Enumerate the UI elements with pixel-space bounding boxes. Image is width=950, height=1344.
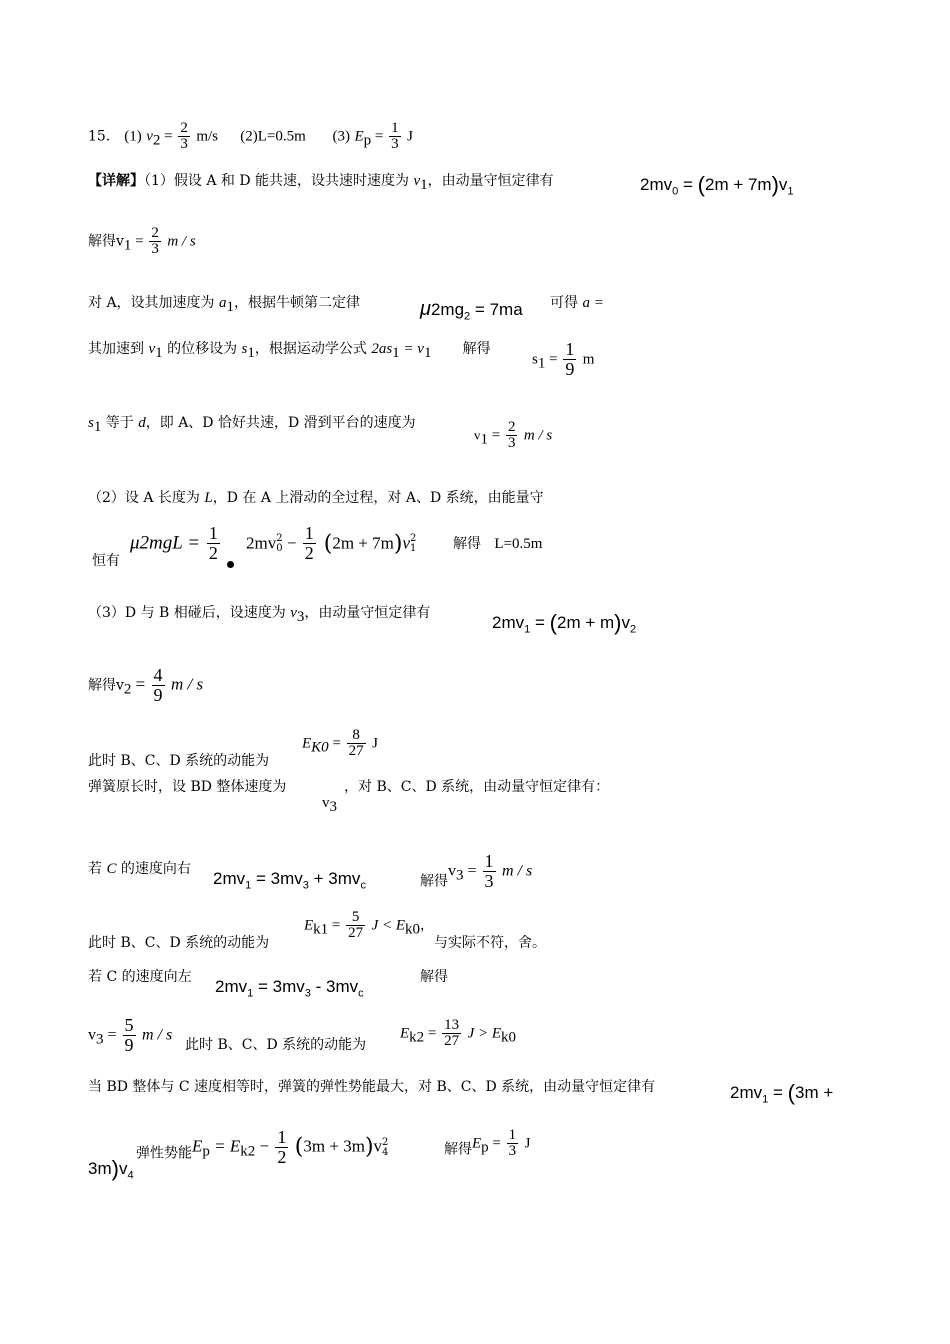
momentum-eq-1: $2mv_0 = (2m + 7m)v_1$ (640, 172, 794, 198)
numerator: 5 (124, 1015, 134, 1035)
eq-paren: 2m + 7m (704, 175, 772, 194)
eq-v-sub: 1 (787, 185, 794, 198)
numerator: 1 (208, 523, 218, 543)
v1-symbol: v (148, 341, 156, 357)
sol-label: 解得 (420, 969, 448, 985)
displacement-line (88, 340, 491, 361)
eq-v-sub: 4 (127, 1169, 134, 1182)
right-solution: 解得$v_3$ = $\frac{1}{3}$ m / s (420, 851, 533, 891)
v3-subscript: 3 (329, 798, 337, 815)
fraction-13-27 (442, 1018, 461, 1049)
ep-symbol: E (192, 1136, 203, 1156)
eq-term: 2mv (730, 1083, 763, 1102)
a-equals: a = (582, 295, 604, 311)
v1-subscript: 1 (480, 431, 488, 448)
v3-symbol: v (88, 1026, 96, 1044)
eq-v: v (621, 613, 630, 632)
ek1-eq: $E_{k1}$ = $\frac{5}{27}$ $J < E_{k0}$， (304, 909, 435, 941)
v1-symbol: v (413, 173, 421, 189)
s1-symbol: s (532, 351, 538, 368)
v1-symbol: v (402, 533, 411, 553)
numerator: 1 (565, 339, 575, 359)
kin-rhs: = v (399, 341, 424, 357)
numerator: 2 (180, 120, 188, 136)
unit: m / s (167, 233, 196, 250)
denominator: 2 (277, 1147, 287, 1167)
s1-subscript: 1 (247, 344, 255, 361)
question-number: 15． (88, 128, 120, 145)
acc-text: 对 A，设其加速度为 (88, 295, 215, 311)
eq-term: 2mv (492, 613, 525, 632)
momentum-eq-max-cont: $3m)v_4$ (88, 1156, 134, 1182)
s1-symbol: s (88, 415, 94, 431)
intro-tail: ，由动量守恒定律有 (427, 173, 554, 189)
eq-sub: 1 (245, 879, 252, 892)
sub-sup (382, 1138, 388, 1158)
eq-sub-c: c (358, 987, 364, 1000)
newton-sub: 2 (464, 310, 471, 323)
case-right (88, 860, 191, 878)
eq-sub-c: c (360, 879, 366, 892)
ep-line: 弹性势能$E_p = E_{k2}$ − $\frac{1}{2}$ (3m + 3m)v 2 4 (136, 1127, 389, 1167)
spring-tail (344, 778, 609, 796)
newton-rhs: = 7ma (470, 300, 523, 319)
kin-lhs-sub: 1 (392, 344, 400, 361)
s1-subscript: 1 (537, 355, 546, 372)
sub-sup (410, 534, 416, 554)
ek1-subscript: k1 (313, 921, 329, 938)
part2-solution (453, 535, 542, 553)
part1-intro (88, 172, 554, 193)
fraction-1-3 (389, 121, 401, 152)
sol-prefix: 解得v (88, 233, 124, 250)
fraction-1-3 (483, 852, 496, 891)
denominator: 2 (208, 543, 218, 563)
right-tail: 的速度向右 (120, 861, 191, 877)
part3-intro (88, 604, 431, 625)
eq-term-c: + 3mv (308, 869, 361, 888)
sol-prefix: 解得v (88, 677, 124, 694)
ek2-label: 此时 B、C、D 系统的动能为 (185, 1037, 367, 1053)
eq-term-b: = 3mv (251, 869, 303, 888)
sol-label: 解得 (453, 536, 481, 552)
eq-v: v (778, 175, 788, 194)
fraction-2-3 (149, 226, 161, 257)
v3-symbol: v (290, 605, 297, 621)
max-energy-line (88, 1078, 655, 1096)
fraction-1-2 (207, 524, 220, 563)
intro-text: （1）假设 A 和 D 能共速，设共速时速度为 (144, 173, 410, 189)
acc-tail: ，根据牛顿第二定律 (234, 295, 361, 311)
v1-subscript: 1 (420, 176, 428, 193)
eq-paren-start: 3m + (794, 1083, 834, 1102)
eq-paren: 2m + 7m (332, 533, 394, 553)
ep-subscript: p (202, 1143, 210, 1160)
fraction-4-9 (152, 666, 165, 705)
v3-subscript: 3 (296, 608, 305, 625)
momentum-eq-left (215, 977, 364, 1000)
denominator: 9 (565, 359, 575, 379)
comma: ， (420, 917, 435, 934)
unit: J (524, 1135, 531, 1152)
s1-subscript: 1 (93, 418, 102, 435)
kin-lhs: 2as (371, 341, 393, 357)
momentum-eq-max: $2mv_1 = (3m$ + (730, 1080, 834, 1106)
spring-line (88, 778, 286, 796)
mu-symbol: μ (420, 298, 431, 320)
ep-symbol: E (472, 1135, 482, 1152)
ep-label: 弹性势能 (136, 1145, 192, 1162)
ep-paren: 3m + 3m (303, 1136, 365, 1156)
ep-subscript: p (481, 1139, 489, 1156)
denominator: 2 (304, 543, 314, 563)
cmp-tail: ，即 A、D 恰好共速，D 滑到平台的速度为 (145, 415, 416, 431)
numerator: 13 (444, 1017, 460, 1033)
eq-sub: 1 (247, 987, 254, 1000)
unit: J (372, 735, 378, 752)
sol2-label: 解得 (462, 341, 491, 357)
reject-text: 与实际不符，舍。 (434, 935, 546, 951)
denominator: 9 (124, 1035, 134, 1055)
denominator: 3 (180, 136, 188, 152)
v1-subscript: 1 (155, 344, 163, 361)
disp-text: 其加速到 (88, 341, 144, 357)
ek0-label: 此时 B、C、D 系统的动能为 (88, 753, 270, 769)
numerator: 2 (507, 419, 516, 435)
then-text (550, 294, 604, 312)
if-label: 若 (88, 861, 102, 877)
fraction-1-2 (275, 1128, 288, 1167)
numerator: 2 (151, 225, 159, 241)
eq-sub: 0 (672, 185, 679, 198)
v2-symbol: v (146, 128, 153, 145)
energy-eq: μ2mgL = $\frac{1}{2}$ 2mv 2 0 − $\frac{1}{2}$ (2m + 7m)v 2 1 (130, 523, 417, 563)
compare: J < E (371, 917, 406, 934)
v3-symbol: v (448, 862, 456, 880)
case-left (88, 968, 192, 986)
sub: 0 (276, 542, 283, 554)
sol-sub: 1 (123, 237, 132, 254)
eq-sub: 1 (524, 623, 531, 636)
eq-mid: 2mv (245, 533, 277, 553)
denominator: 27 (348, 925, 364, 941)
minus: − (255, 1136, 274, 1156)
unit: m / s (501, 862, 533, 880)
eq-term-b: = 3mv (253, 977, 305, 996)
ek0-text (88, 752, 269, 770)
part2-answer: (2)L=0.5m (240, 128, 306, 145)
eq-equals: = (678, 175, 698, 194)
eq-equals: = (530, 613, 550, 632)
ek2-text (185, 1036, 366, 1054)
intro-text: （3）D 与 B 相碰后，设速度为 (88, 605, 286, 621)
eq-term-c: - 3mv (310, 977, 359, 996)
numerator: 8 (347, 728, 366, 744)
v3-symbol: v (322, 795, 330, 811)
fraction-2-3 (178, 121, 190, 152)
numerator: 1 (484, 851, 494, 871)
denominator: 3 (391, 136, 399, 152)
then-label: 可得 (550, 295, 578, 311)
unit: m / s (141, 1026, 173, 1044)
part3-label: (3) (332, 128, 351, 145)
intro-tail: ，D 在 A 上滑动的全过程，对 A、D 系统，由能量守 (212, 490, 544, 506)
spring-v3 (322, 794, 337, 815)
eq-v-sub: 2 (629, 623, 637, 636)
ek2-subscript: k2 (409, 1029, 425, 1046)
max-text: 当 BD 整体与 C 速度相等时，弹簧的弹性势能最大，对 B、C、D 系统，由动量守恒定律有 (88, 1079, 656, 1095)
numerator: 1 (277, 1127, 287, 1147)
newton-eq (420, 298, 523, 323)
part2-intro-cont (92, 552, 120, 570)
sup: 2 (276, 532, 283, 544)
ek1-label: 此时 B、C、D 系统的动能为 (88, 935, 270, 951)
sup: 2 (410, 532, 417, 544)
solution-s1: $s_1$ = $\frac{1}{9}$ m (532, 339, 595, 379)
compare-line (88, 414, 416, 435)
fraction-2-3 (506, 420, 518, 451)
sol-value: L=0.5m (494, 536, 543, 552)
unit: m / s (170, 674, 204, 694)
solution-v2: 解得$v_2$ = $\frac{4}{9}$ m / s (88, 665, 204, 705)
sol-label: 解得 (420, 873, 448, 890)
intro-tail: ，由动量守恒定律有 (304, 605, 431, 621)
sol-sub: 2 (123, 681, 132, 698)
newton-mid: 2mg (430, 300, 465, 319)
eq-term: 2mv (213, 869, 246, 888)
eq-v: v (118, 1159, 128, 1178)
cmp-text: 等于 (105, 415, 134, 431)
numerator: 4 (153, 665, 163, 685)
ek0-subscript: K0 (311, 739, 329, 756)
minus: − (282, 533, 301, 553)
spring-tail-text: ，对 B、C、D 系统，由动量守恒定律有： (344, 779, 610, 795)
denominator: 27 (444, 1033, 460, 1049)
eq-term: 2mv (215, 977, 248, 996)
fraction-1-3 (507, 1128, 519, 1159)
ek0-symbol: E (302, 735, 312, 752)
sub: 4 (382, 1146, 389, 1158)
a1-subscript: 1 (226, 298, 235, 315)
eq-sub: 1 (762, 1093, 769, 1106)
part1-label: (1) (124, 128, 142, 145)
unit-ms: m/s (196, 128, 219, 145)
denominator: 9 (153, 685, 163, 705)
denominator: 3 (484, 871, 494, 891)
acceleration-line (88, 294, 361, 315)
eq-paren: 2m + m (556, 613, 615, 632)
sup: 2 (382, 1136, 389, 1148)
solution-v1: 解得$v_1$ = $\frac{2}{3}$ m / s (88, 225, 196, 257)
intro-cont: 恒有 (92, 553, 120, 569)
compare: J > E (467, 1025, 502, 1042)
l-symbol: L (204, 490, 213, 506)
ek1-text (88, 934, 269, 952)
ep-symbol: E (354, 128, 364, 145)
sol-label: 解得 (444, 1141, 472, 1158)
compare-sub: k0 (501, 1029, 517, 1046)
denominator: 3 (151, 241, 159, 257)
ek1-symbol: E (304, 917, 314, 934)
fraction-1-2 (303, 524, 316, 563)
ek1-reject (434, 934, 546, 952)
platform-speed: $v_1$ = $\frac{2}{3}$ m / s (474, 419, 553, 451)
s1-symbol: s (241, 341, 248, 357)
eq-sub-b: 3 (304, 987, 311, 1000)
v2-subscript: 2 (152, 132, 161, 149)
fraction-5-9 (123, 1016, 136, 1055)
ek2-eq: $E_{k2}$ = $\frac{13}{27}$ $J > E_{k0}$ (400, 1017, 517, 1049)
fraction-8-27 (347, 728, 366, 759)
d-symbol: d (138, 415, 146, 431)
ep-eq-sub: k2 (240, 1143, 256, 1160)
eq-paren-end: 3m (88, 1159, 112, 1178)
disp-mid: 的位移设为 (167, 341, 238, 357)
fraction-1-9 (563, 340, 576, 379)
v1-symbol: v (474, 427, 481, 443)
eq-lhs: μ2mgL = (130, 532, 205, 554)
ek2-symbol: E (400, 1025, 410, 1042)
c-symbol: C (106, 861, 117, 877)
answer-summary: 15． (1) $v_2$ = $\frac{2}{3}$ m/s (2)L=0.5m (3) $E_p$ = $\frac{1}{3}$ J (88, 120, 413, 152)
numerator: 1 (391, 120, 399, 136)
bullet-dot (227, 561, 234, 568)
left-solution: $v_3$ = $\frac{5}{9}$ m / s (88, 1015, 173, 1055)
numerator: 1 (508, 1127, 517, 1143)
unit: m / s (523, 427, 553, 444)
momentum-eq-2: $2mv_1 = (2m + m)v_2$ (492, 610, 637, 636)
eq-term: 2mv (640, 175, 673, 194)
denominator: 3 (508, 1143, 517, 1159)
part2-intro (88, 489, 544, 507)
ep-solution: 解得$E_p$ = $\frac{1}{3}$ J (444, 1127, 531, 1159)
ep-subscript: p (363, 132, 372, 149)
numerator: 1 (304, 523, 314, 543)
momentum-eq-right (213, 869, 366, 892)
v3-subscript: 3 (96, 1031, 104, 1048)
detail-label: 【详解】 (88, 173, 144, 189)
ep-eq: = E (209, 1136, 241, 1156)
v3-subscript: 3 (456, 867, 464, 884)
a1-symbol: a (219, 295, 227, 311)
v4-symbol: v (373, 1136, 383, 1156)
eq-equals: = (768, 1083, 788, 1102)
ek0-eq: $E_{K0}$ = $\frac{8}{27}$ J (302, 727, 378, 759)
intro-text: （2）设 A 长度为 (88, 490, 200, 506)
kin-rhs-sub: 1 (423, 344, 432, 361)
left-text: 若 C 的速度向左 (88, 969, 192, 985)
fraction-5-27 (346, 910, 365, 941)
eq-sub-b: 3 (302, 879, 309, 892)
denominator: 3 (507, 435, 516, 451)
sub: 1 (410, 542, 417, 554)
numerator: 5 (346, 910, 365, 926)
unit: m (582, 351, 595, 368)
denominator: 27 (348, 743, 364, 759)
spring-text: 弹簧原长时，设 BD 整体速度为 (88, 779, 287, 795)
disp-tail: ，根据运动学公式 (254, 341, 367, 357)
unit-j: J (407, 128, 413, 145)
left-sol-label (420, 968, 448, 986)
compare-sub: k0 (405, 921, 421, 938)
